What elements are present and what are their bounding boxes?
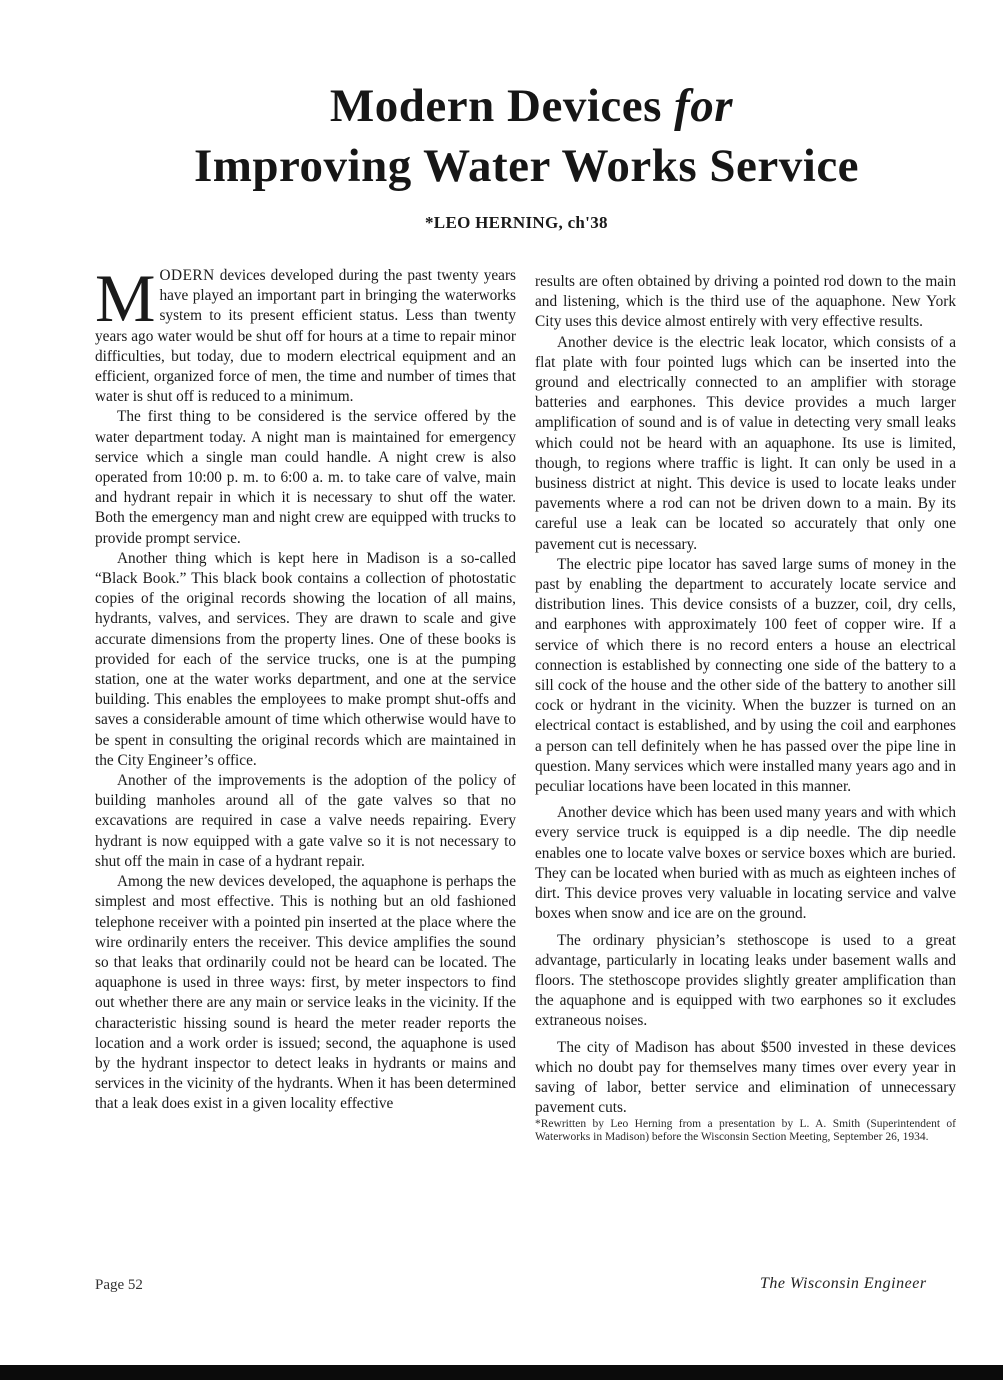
lead-paragraph: [95, 260, 516, 407]
footnote: *Rewritten by Leo Herning from a presentation by L. A. Smith (Superintendent of Waterworks in Madison) before the Wisconsin Section Meeting, September 26, 1934.: [535, 1118, 956, 1143]
drop-cap: M: [95, 260, 156, 336]
right-column: [535, 272, 956, 1143]
journal-name: The Wisconsin Engineer: [760, 1275, 927, 1292]
page-number: Page 52: [95, 1277, 143, 1293]
title-main-text: Modern Devices: [329, 80, 675, 132]
lead-text: devices developed during the past twenty years have played an important part in bringing the waterworks system to its present efficient status. Less than twenty years ago water would be shut off for hours at a time to repair minor difficulties, but today, due to modern electrical equipment and an efficient, organized force of men, the time and number of times that water is shut off is reduced to a minimum.: [95, 267, 516, 406]
lead-first-word: ODERN: [159, 267, 215, 284]
scan-edge-bar: [0, 1365, 1003, 1380]
paragraph-pipe-locator: The electric pipe locator has saved large sums of money in the past by enabling the department to accurately locate service and distribution lines. This device consists of a buzzer, coil, dry cells, and earphones with approximately 100 feet of copper wire. If a service of which there is no record enters a house an electrical connection is established by connecting one side of the battery to a sill cock of the house and the other side of the battery to another sill cock or hydrant in the vicinity. When the buzzer is turned on an electrical contact is established, and by using the coil and earphones a person can tell definitely when he has passed over the pipe line in question. Many services which were installed many years ago and in peculiar locations have been located in this manner.: [535, 555, 956, 796]
paragraph-stethoscope: The ordinary physician’s stethoscope is used to a great advantage, particularly in locating leaks under basement walls and floors. The stethoscope provides slightly greater amplification than the aquaphone and is equipped with two earphones so it excludes extraneous noises.: [535, 931, 956, 1030]
left-column: [95, 260, 516, 1115]
paragraph-aquaphone: Among the new devices developed, the aquaphone is perhaps the simplest and most effective. This is nothing but an old fashioned telephone receiver with a pointed pin inserted at the place where the wire ordinarily enters the receiver. This device amplifies the sound so that leaks that ordinarily could not be heard can be located. The aquaphone is used in three ways: first, by meter inspectors to find out whether there are any main or service leaks in the vicinity. If the characteristic hissing sound is heard the meter reader reports the location and a work order is issued; second, the aquaphone is used by the hydrant inspector to detect leaks in hydrants or mains and services in the vicinity of the hydrants. When it has been determined that a leak does exist in a given locality effective: [95, 873, 516, 1113]
author-byline: *LEO HERNING, ch'38: [425, 213, 608, 232]
paragraph-black-book: Another thing which is kept here in Madison is a so-called “Black Book.” This black book contains a collection of photostatic copies of the original records showing the location of all mains, hydrants, valves, and services. They are drawn to scale and give accurate dimensions from the property lines. One of these books is provided for each of the service trucks, one is at the pumping station, one at the water works department, and one at the service building. This enables the employees to make prompt shut-offs and saves a considerable amount of time which otherwise would have to be spent in consulting the original records which are maintained in the City Engineer’s office.: [95, 549, 516, 769]
paragraph-manholes: Another of the improvements is the adoption of the policy of building manholes around all of the gate valves so that no excavations are required in case a valve needs repairing. Every hydrant is now equipped with a gate valve so it is not necessary to shut off the main in case of a hydrant repair.: [95, 772, 516, 870]
paragraph-investment: The city of Madison has about $500 invested in these devices which no doubt pay for themselves many times over every year in saving of labor, better service and elimination of unnecessary pavement cuts.: [535, 1038, 956, 1117]
paragraph-leak-locator: Another device is the electric leak locator, which consists of a flat plate with four pointed lugs which can be inserted into the ground and electrically connected to an amplifier with storage batteries and earphones. This device provides a much larger amplification of sound and is of value in detecting very small leaks which could not be heard with an aquaphone. Its use is limited, though, to regions where traffic is light. It can only be used in a business district at night. This device is used to locate leaks under pavements where a rod can not be driven down to a main. By its careful use a leak can be located so accurately that only one pavement cut is necessary.: [535, 333, 956, 553]
article-title-line-2: Improving Water Works Service: [193, 140, 860, 192]
paragraph-service: The first thing to be considered is the service offered by the water department today. A night man is maintained for emergency service which a single man could handle. A night crew is also operated from 10:00 p. m. to 6:00 a. m. to take care of valve, main and hydrant repair in which it is necessary to shut off the water. Both the emergency man and night crew are equipped with trucks to provide prompt service.: [95, 408, 516, 547]
paragraph-continued: results are often obtained by driving a pointed rod down to the main and listening, which is the third use of the aquaphone. New York City uses this device almost entirely with very effective results.: [535, 273, 956, 331]
title-italic-word: for: [674, 80, 734, 132]
article-title-line-1: [30, 80, 1003, 132]
paragraph-dip-needle: Another device which has been used many years and with which every service truck is equipped is a dip needle. The dip needle enables one to locate valve boxes or service boxes which are buried. They can be located when buried with as much as eighteen inches of dirt. This device proves very valuable in locating service and valve boxes when snow and ice are on the ground.: [535, 804, 956, 923]
